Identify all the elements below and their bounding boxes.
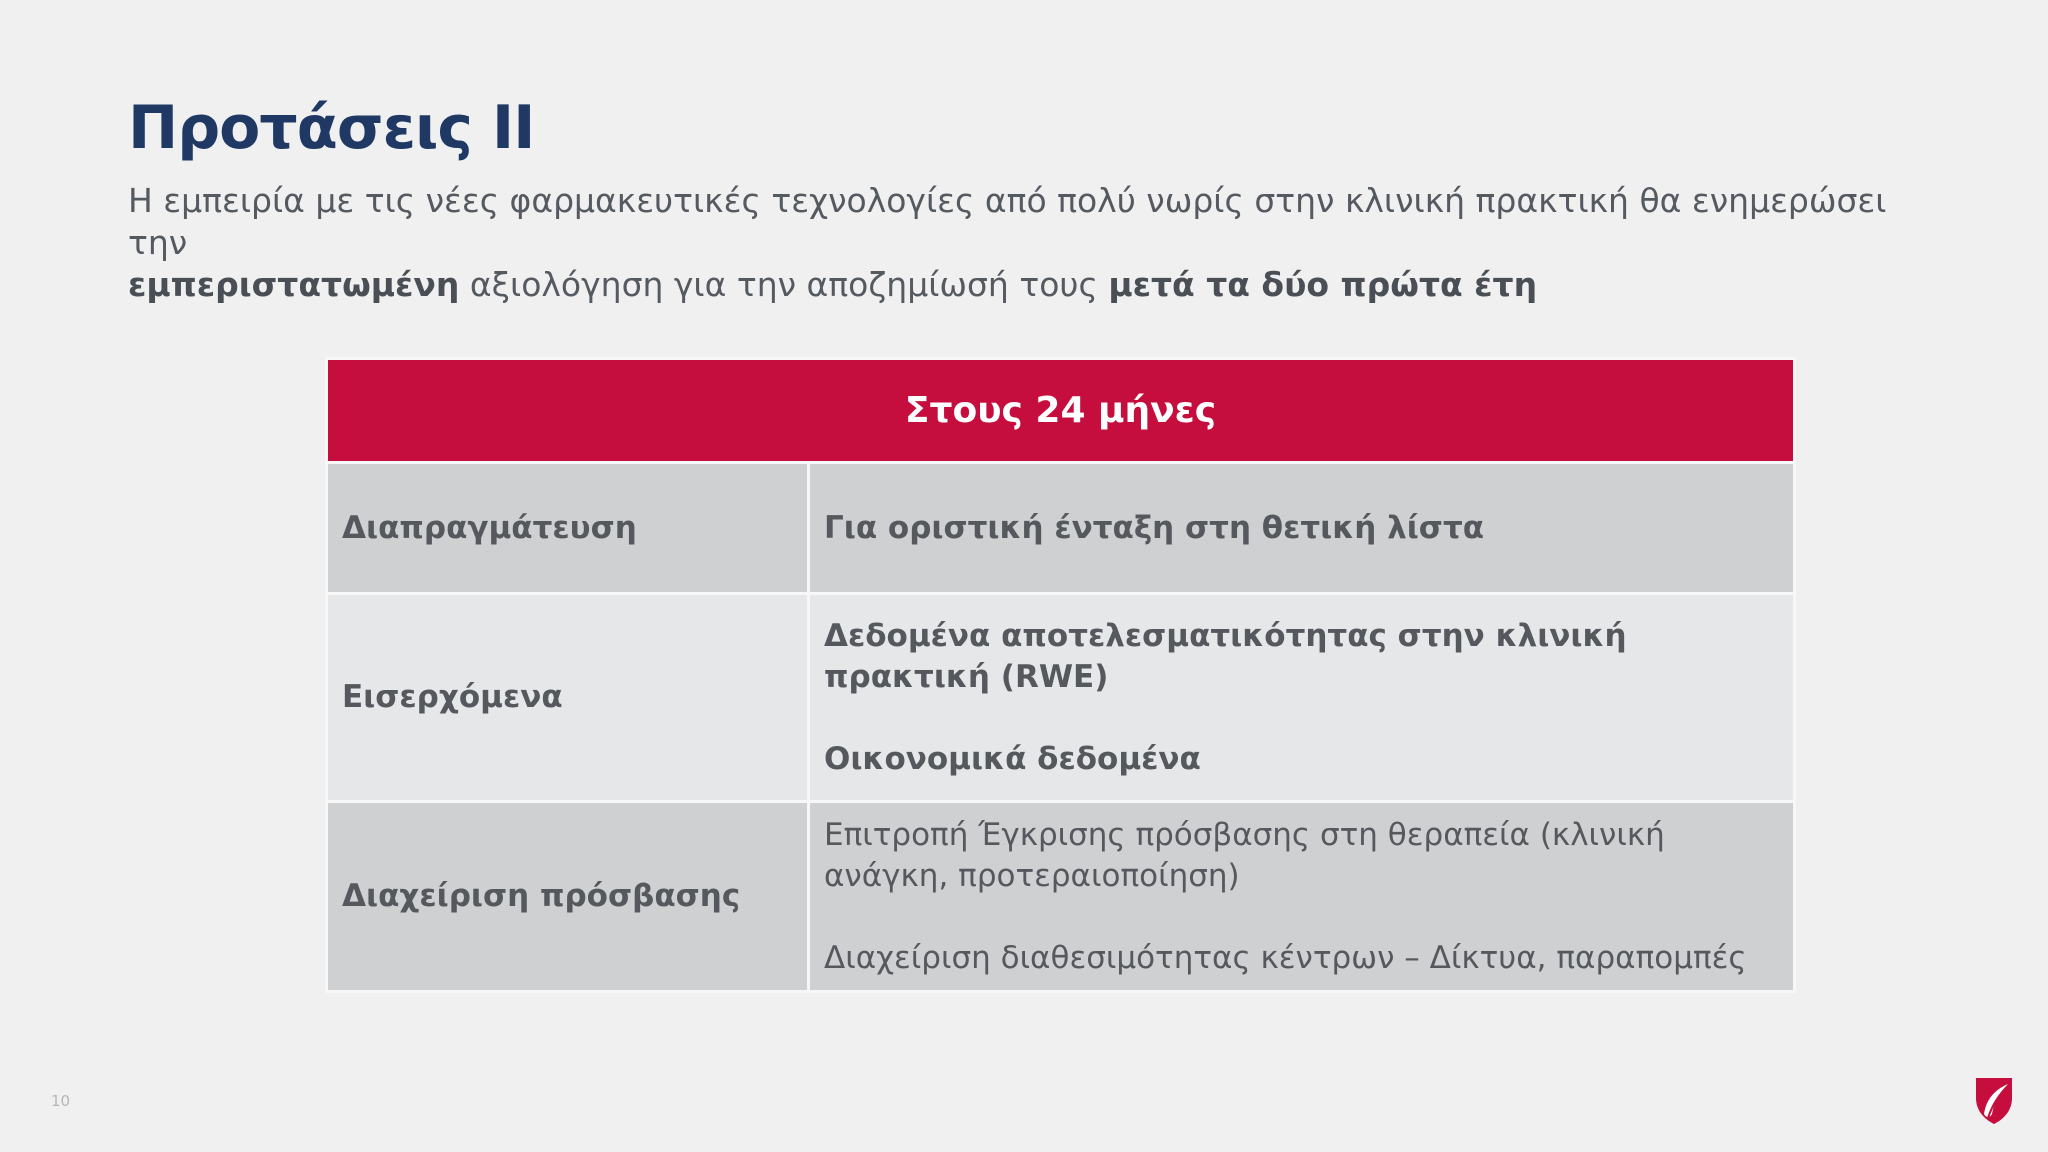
row-label-negotiation: Διαπραγμάτευση bbox=[327, 463, 809, 594]
table-row bbox=[327, 802, 1795, 992]
slide-title: Προτάσεις ΙΙ bbox=[128, 93, 535, 163]
shield-leaf-logo-icon bbox=[1970, 1074, 2018, 1126]
content-gap bbox=[824, 698, 1779, 739]
subtitle-bold-period: μετά τα δύο πρώτα έτη bbox=[1108, 265, 1538, 304]
row-content-inputs bbox=[809, 594, 1795, 802]
slide-subtitle bbox=[128, 180, 1928, 306]
table-header: Στους 24 μήνες bbox=[327, 359, 1795, 463]
content-gap bbox=[824, 897, 1779, 938]
proposals-table bbox=[325, 357, 1796, 993]
content-line: Για οριστική ένταξη στη θετική λίστα bbox=[824, 509, 1485, 546]
page-number: 10 bbox=[51, 1092, 71, 1110]
subtitle-line1: Η εμπειρία με τις νέες φαρμακευτικές τεχνολογίες από πολύ νωρίς στην κλινική πρακτική θα ενημερώσει την bbox=[128, 181, 1887, 262]
table-row bbox=[327, 594, 1795, 802]
table-row bbox=[327, 463, 1795, 594]
content-line: Οικονομικά δεδομένα bbox=[824, 740, 1201, 777]
subtitle-bold-term: εμπεριστατωμένη bbox=[128, 265, 460, 304]
row-label-inputs: Εισερχόμενα bbox=[327, 594, 809, 802]
table-header-row bbox=[327, 359, 1795, 463]
content-line: Διαχείριση διαθεσιμότητας κέντρων – Δίκτυα, παραπομπές bbox=[824, 939, 1747, 976]
row-content-access-management bbox=[809, 802, 1795, 992]
content-line: Επιτροπή Έγκρισης πρόσβασης στη θεραπεία (κλινική ανάγκη, προτεραιοποίηση) bbox=[824, 816, 1665, 894]
content-line: Δεδομένα αποτελεσματικότητας στην κλινική πρακτική (RWE) bbox=[824, 617, 1627, 695]
row-label-access-management: Διαχείριση πρόσβασης bbox=[327, 802, 809, 992]
subtitle-middle: αξιολόγηση για την αποζημίωσή τους bbox=[459, 265, 1109, 304]
row-content-negotiation bbox=[809, 463, 1795, 594]
